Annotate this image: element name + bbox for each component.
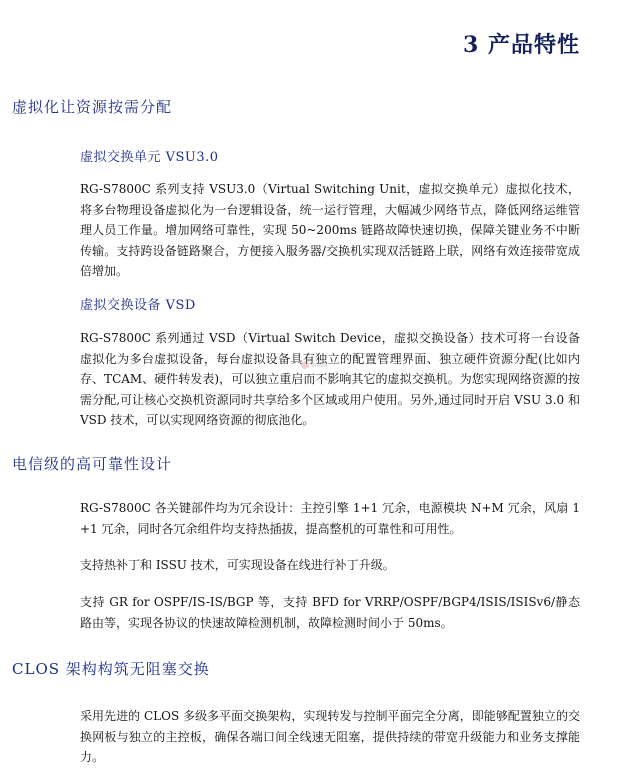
watermark-logo-icon: [300, 358, 328, 372]
section-heading-clos: CLOS 架构构筑无阻塞交换: [12, 660, 210, 678]
paragraph-vsu: RG-S7800C 系列支持 VSU3.0（Virtual Switching Unit，虚拟交换单元）虚拟化技术，将多台物理设备虚拟化为一台逻辑设备，统一运行管理，大幅减少网络节点，降低网络运维管理人员工作量。增加网络可靠性，实现 50~200ms 链路故障快速切换，保障关键业务不中断传输。支持跨设备链路聚合，方便接入服务器/交换机实现双活链路上联，网络有效连接带宽成倍增加。: [80, 182, 580, 278]
paragraph-issu: 支持热补丁和 ISSU 技术，可实现设备在线进行补丁升级。: [80, 558, 395, 572]
subsection-heading-vsd: 虚拟交换设备 VSD: [80, 298, 196, 313]
paragraph-clos: 采用先进的 CLOS 多级多平面交换架构，实现转发与控制平面完全分离，即能够配置独立的交换网板与独立的主控板，确保各端口间全线速无阻塞，提供持续的带宽升级能力和业务支撑能力。: [80, 709, 580, 764]
paragraph-gr-bfd: 支持 GR for OSPF/IS-IS/BGP 等，支持 BFD for VRRP/OSPF/BGP4/ISIS/ISISv6/静态路由等，实现各协议的快速故障检测机制，故障检测时间小于 50ms。: [80, 595, 580, 630]
subsection-heading-vsu: 虚拟交换单元 VSU3.0: [80, 150, 219, 165]
paragraph-redundancy: RG-S7800C 各关键部件均为冗余设计：主控引擎 1+1 冗余，电源模块 N+M 冗余，风扇 1+1 冗余，同时各冗余组件均支持热插拔，提高整机的可靠性和可用性。: [80, 501, 580, 536]
paragraph-vsd: RG-S7800C 系列通过 VSD（Virtual Switch Device，虚拟交换设备）技术可将一台设备虚拟化为多台虚拟设备，每台虚拟设备具有独立的配置管理界面、独立硬件资源分配(比如内存、TCAM、硬件转发表)，可以独立重启而不影响其它的虚拟交换机。为您实现网络资源的按需分配,可让核心交换机资源同时共享给多个区域或用户使用。另外,通过同时开启 VSU 3.0 和 VSD 技术，可以实现网络资源的彻底池化。: [80, 331, 580, 427]
section-heading-virtualization: 虚拟化让资源按需分配: [12, 98, 173, 116]
chapter-title: 3 产品特性: [463, 32, 580, 58]
section-heading-reliability: 电信级的高可靠性设计: [12, 455, 173, 473]
